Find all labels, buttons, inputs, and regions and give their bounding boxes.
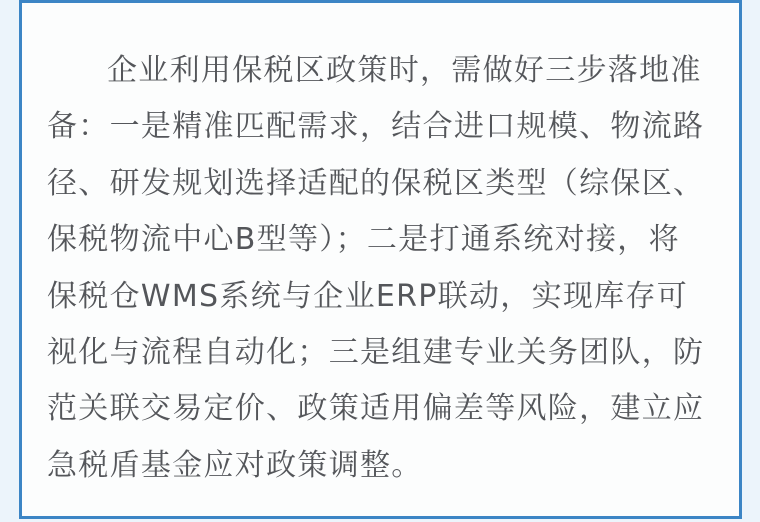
- paragraph-line: 企业利用保税区政策时，需做好三步落地准: [107, 53, 702, 88]
- paragraph-line: 急税盾基金应对政策调整。: [47, 447, 423, 483]
- paragraph-line: 径、研发规划选择适配的保税区类型（综保区、: [47, 165, 705, 201]
- paragraph-line: 保税物流中心B型等）；二是打通系统对接，将: [47, 222, 680, 258]
- paragraph-line: 范关联交易定价、政策适用偏差等风险，建立应: [47, 391, 705, 427]
- paragraph-line: 视化与流程自动化；三是组建专业关务团队，防: [47, 335, 705, 371]
- paragraph-line: 备：一是精准匹配需求，结合进口规模、物流路: [47, 109, 705, 145]
- paragraph: [22, 3, 739, 494]
- paragraph-line: 保税仓WMS系统与企业ERP联动，实现库存可: [47, 278, 689, 314]
- bordered-text-card: [19, 0, 742, 519]
